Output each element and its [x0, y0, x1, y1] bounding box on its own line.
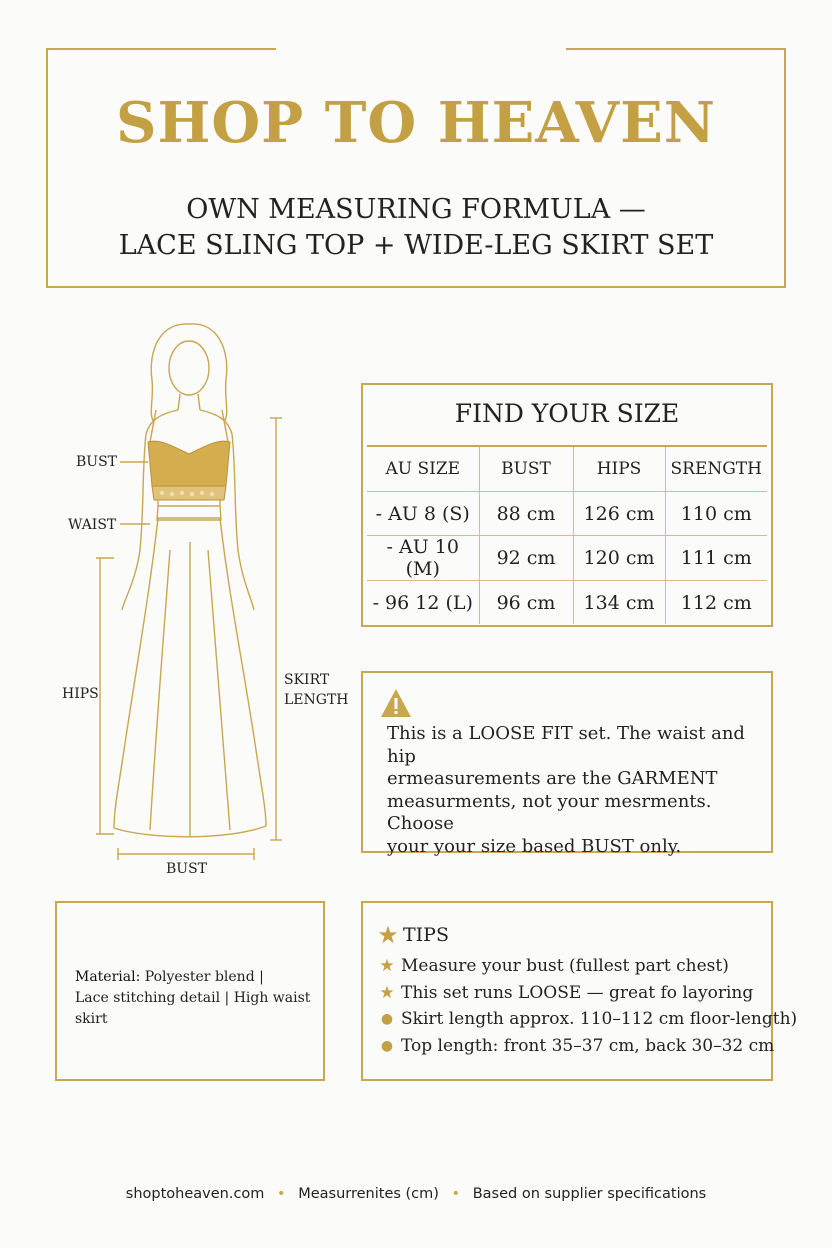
header-au-size: AU SIZE	[367, 446, 479, 492]
material-line-2: Lace stitching detail | High waist skirt	[75, 990, 311, 1027]
table-row	[367, 581, 767, 625]
star-icon: ★	[379, 982, 395, 1003]
cell-bust: 96 cm	[479, 581, 573, 625]
header-hips: HIPS	[573, 446, 665, 492]
header-frame	[46, 48, 786, 288]
neck-outline	[178, 394, 200, 410]
skirt-fold-3	[208, 550, 230, 830]
footer-separator-dot: •	[277, 1186, 286, 1202]
label-hips: HIPS	[62, 686, 99, 702]
material-box	[55, 901, 325, 1081]
list-item	[379, 980, 797, 1007]
measurement-figure	[40, 310, 360, 890]
label-skirt-length-1: SKIRT	[284, 672, 330, 688]
tips-title	[377, 921, 449, 949]
warning-icon	[379, 687, 413, 719]
footer-site-link[interactable]: shoptoheaven.com	[125, 1186, 265, 1202]
table-row	[367, 492, 767, 536]
cell-hips: 126 cm	[573, 492, 665, 536]
material-line-1	[75, 967, 325, 988]
table-header-row	[367, 446, 767, 492]
face-outline	[169, 341, 209, 395]
cell-size: - 96 12 (L)	[367, 581, 479, 625]
label-skirt-length	[284, 670, 349, 710]
fit-notice-box	[361, 671, 773, 857]
tip-text: Skirt length approx. 110–112 cm floor-length)	[401, 1009, 798, 1029]
material-value: Polyester blend |	[140, 969, 264, 985]
label-bust: BUST	[76, 454, 118, 470]
notice-line-1: This is a LOOSE FIT set. The waist and hip	[387, 723, 745, 767]
cell-length: 111 cm	[665, 536, 767, 581]
figure-illustration	[40, 310, 360, 890]
subtitle-line-1: OWN MEASURING FORMULA —	[186, 194, 646, 225]
tips-list	[379, 953, 797, 1059]
cell-size: - AU 8 (S)	[367, 492, 479, 536]
label-waist: WAIST	[68, 517, 117, 533]
star-icon: ★	[377, 921, 399, 949]
dot-icon: ●	[380, 1037, 394, 1054]
header-top-line-right	[566, 48, 786, 50]
label-bust-bottom: BUST	[166, 861, 208, 877]
cell-hips: 134 cm	[573, 581, 665, 625]
footer	[0, 1186, 832, 1202]
hair-outline	[151, 324, 226, 422]
skirt-fold-1	[150, 550, 170, 830]
cell-hips: 120 cm	[573, 536, 665, 581]
footer-separator-dot: •	[451, 1186, 461, 1202]
notice-line-2: ermeasurements are the GARMENT	[387, 768, 718, 789]
page-subtitle	[48, 192, 784, 264]
label-skirt-length-2: LENGTH	[284, 692, 349, 708]
cell-length: 112 cm	[665, 581, 767, 625]
size-chart-title: FIND YOUR SIZE	[454, 399, 680, 428]
star-icon: ★	[379, 956, 395, 976]
notice-line-4: your your size based BUST only.	[387, 835, 682, 857]
dot-icon: ●	[380, 1011, 394, 1027]
cell-length: 110 cm	[665, 492, 767, 536]
tip-text: This set runs LOOSE — great fo layoring	[401, 982, 754, 1003]
list-item	[379, 953, 797, 980]
size-chart-box	[361, 383, 773, 627]
header-top-line-left	[46, 48, 276, 50]
notice-line-3: measurments, not your mesrments. Choose	[387, 790, 712, 834]
lace-top	[148, 441, 230, 486]
cell-bust: 92 cm	[479, 536, 573, 581]
header-bust: BUST	[479, 446, 573, 492]
tip-text: Top length: front 35–37 cm, back 30–32 cm	[401, 1035, 775, 1056]
list-item	[379, 1033, 797, 1060]
brand-title: SHOP TO HEAVEN	[116, 90, 716, 156]
list-item	[379, 1006, 797, 1033]
header-length: SRENGTH	[665, 446, 767, 492]
tip-text: Measure your bust (fullest part chest)	[401, 956, 729, 976]
footer-units: Measurrenites (cm)	[298, 1186, 439, 1202]
cell-size: - AU 10 (M)	[367, 536, 479, 581]
tips-title-text: TIPS	[403, 924, 449, 946]
material-label: Material:	[75, 969, 141, 985]
subtitle-line-2: LACE SLING TOP + WIDE-LEG SKIRT SET	[118, 230, 714, 261]
cell-bust: 88 cm	[479, 492, 573, 536]
table-row	[367, 536, 767, 581]
footer-source: Based on supplier specifications	[472, 1186, 707, 1202]
material-text	[75, 967, 325, 1030]
size-table	[367, 445, 767, 624]
tips-box	[361, 901, 798, 1081]
fit-notice-text	[387, 723, 763, 858]
